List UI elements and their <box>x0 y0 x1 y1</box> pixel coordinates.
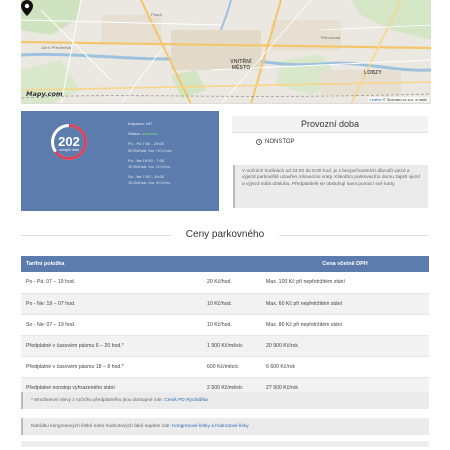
tariff-block-1-price-line <box>128 148 172 154</box>
tariff-block-2-time: Po - Ne 19:00 - 7:00 <box>128 157 165 163</box>
map-label-west: Jižní Předměstí <box>41 45 72 50</box>
table-row <box>21 356 429 377</box>
opening-hours-heading: Provozní doba <box>232 116 428 133</box>
price-cell: Max. 100 Kč při nepřetržitém stání <box>261 272 429 293</box>
header-price-vat: Cena včetně DPH <box>261 256 429 272</box>
price-cell: Max. 80 Kč při nepřetržitém stání <box>261 314 429 335</box>
congress-tickets-link[interactable]: Kongresové lístky a hodnotové lísky <box>172 424 249 429</box>
map-logo[interactable]: Mapy.com <box>26 90 63 98</box>
price-cell: 27 500 Kč/rok <box>261 377 429 398</box>
tariff-block-2-price-line <box>128 164 172 170</box>
tariff-block-3 <box>128 174 172 186</box>
rate-cell: 10 Kč/hod. <box>202 314 261 335</box>
night-closure-notice: V nočních hodinách od 23:00 do 5:00 hod. je z bezpečnostních důvodů vjezd a výjezd parkoviště uzavřen rolovacími vraty. Klientům parkovacího domu zajistí vjezd a výjezd stálá obsluha. Předplatitelé se obsluhují sami pomocí své karty. <box>233 165 428 208</box>
rate-cell: 20 Kč/hod. <box>202 272 261 293</box>
title-divider-right <box>279 235 429 236</box>
price-table <box>21 256 429 399</box>
tariff-cell: So - Ne: 07 – 19 hod. <box>21 314 202 335</box>
prices-title: Ceny parkovného <box>185 229 265 240</box>
price-table-header <box>21 256 429 272</box>
nonstop-text: NONSTOP <box>265 139 295 145</box>
map-label-east: LOBZY <box>364 70 382 76</box>
status-label: Status: <box>128 131 141 137</box>
capacity-text: Kapacita: 447 <box>128 121 153 126</box>
discount-note-text: * Množstevní slevy z ročního předplatného jsou dostupné zde: <box>31 398 163 403</box>
price-cell: 20 900 Kč/rok <box>261 335 429 356</box>
tariff-cell: Předplatné v časovém pásmu 6 – 20 hod.* <box>21 335 202 356</box>
header-rate <box>202 256 261 272</box>
tariff-block-3-price: 10 Kč/hod. <box>128 180 148 186</box>
price-list-link[interactable]: Ceník PD Rychtářka <box>164 398 208 403</box>
nonstop-line <box>256 139 295 145</box>
rate-cell: 1 900 Kč/měsíc <box>202 335 261 356</box>
tariff-block-1 <box>128 141 172 153</box>
map-tiles <box>21 0 431 104</box>
tariff-cell: Po - Ne: 19 – 07 hod. <box>21 293 202 314</box>
tariff-cell: Po - Pá: 07 – 19 hod. <box>21 272 202 293</box>
status-badge: otevřeno <box>141 131 158 137</box>
tariff-block-1-price: 20 Kč/hod. <box>128 147 148 153</box>
table-row <box>21 272 429 293</box>
seznam-attribution: © Seznam.cz a.s. a další <box>382 97 427 102</box>
tariff-cell: Předplatné v časovém pásmu 18 – 8 hod.* <box>21 356 202 377</box>
congress-tickets-note <box>21 418 429 435</box>
map-attribution <box>368 97 429 102</box>
tariff-block-2-price: 10 Kč/hod. <box>128 164 148 170</box>
info-text <box>128 121 172 187</box>
map-label-north: Plzeň <box>151 12 163 17</box>
parking-info-card <box>21 111 219 211</box>
table-row <box>21 314 429 335</box>
tariff-block-3-note: Max. 80 Kč/den <box>148 181 171 186</box>
tariff-block-2-note: Max. 60 Kč/noc <box>148 165 171 170</box>
tariff-block-2 <box>128 158 172 170</box>
leaflet-link[interactable]: Leaflet <box>369 97 382 102</box>
price-cell: Max. 60 Kč při nepřetržitém stání <box>261 293 429 314</box>
discount-note <box>21 392 429 409</box>
free-spaces-caption: volných míst <box>59 148 79 152</box>
rate-cell: 10 Kč/hod. <box>202 293 261 314</box>
header-tariff: Tarifní položka <box>21 256 202 272</box>
map[interactable] <box>21 0 431 104</box>
map-label-south: Petrohrad <box>321 35 341 40</box>
map-label-center: VNITŘNÍ MĚSTO <box>230 59 252 71</box>
footer-bar <box>21 441 429 447</box>
free-spaces-count: 202 <box>58 134 80 149</box>
table-row <box>21 293 429 314</box>
map-marker-icon[interactable] <box>21 0 33 16</box>
congress-note-text: Nabídku kongresových lístků nebo hodnotových faků najdete zde: <box>31 424 171 429</box>
tariff-block-3-time: So - Ne 7:00 - 19:00 <box>128 174 165 180</box>
rate-cell: 600 Kč/měsíc <box>202 356 261 377</box>
rate-cell: 2 500 Kč/měsíc <box>202 377 261 398</box>
price-cell: 6 600 Kč/rok <box>261 356 429 377</box>
clock-icon <box>256 139 262 145</box>
tariff-block-3-price-line <box>128 180 172 186</box>
tariff-block-1-note: Max. 100 Kč/den <box>148 148 173 153</box>
tariff-block-1-time: Po - Pá 7:00 - 19:00 <box>128 141 164 147</box>
tariff-cell: Předplatné nonstop vyhrazeného stání <box>21 377 202 398</box>
table-row <box>21 335 429 356</box>
